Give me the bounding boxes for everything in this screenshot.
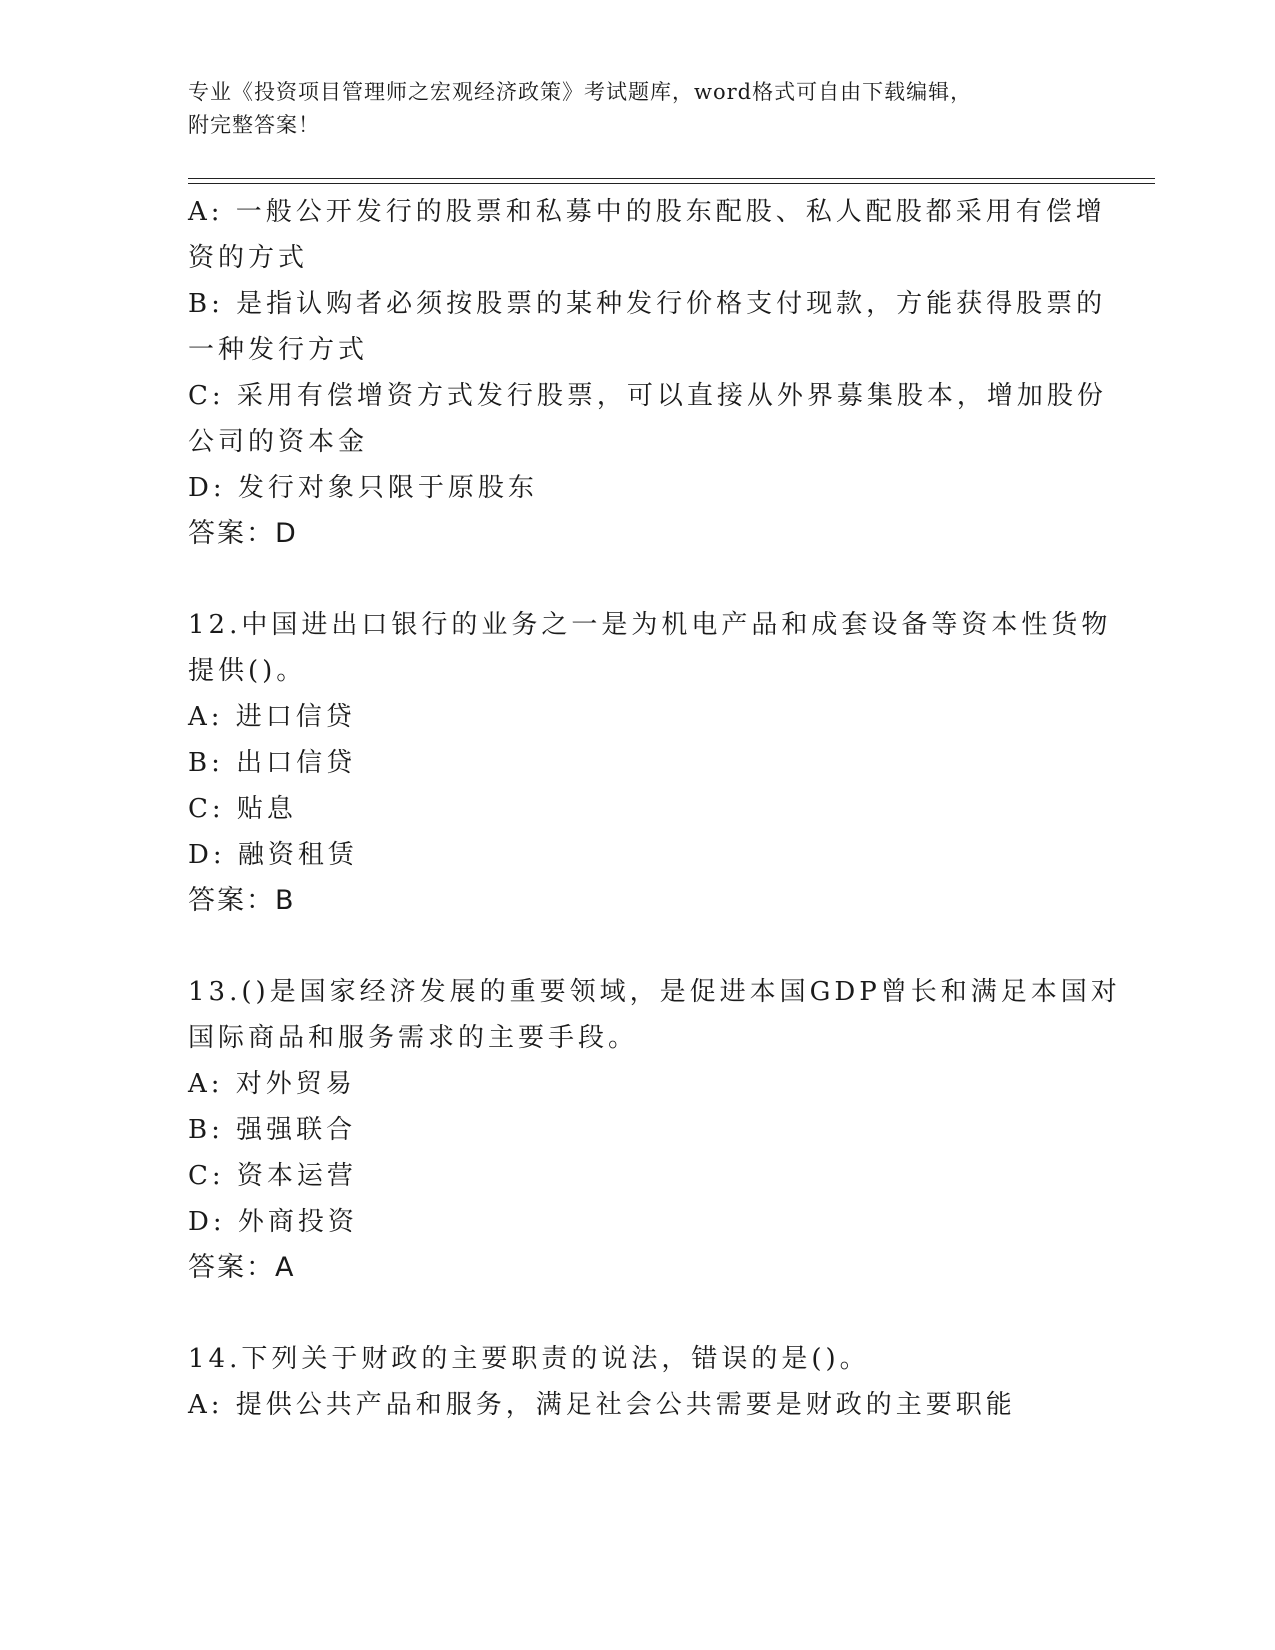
question-stem-line-2: 提供()。 (188, 656, 307, 686)
question-13 (188, 969, 1121, 1291)
option-b: B: 强强联合 (188, 1115, 357, 1145)
option-a: A: 对外贸易 (188, 1069, 356, 1099)
option-a: A: 提供公共产品和服务，满足社会公共需要是财政的主要职能 (188, 1390, 1016, 1420)
answer-label: 答案：A (188, 1252, 296, 1283)
option-a-line-1: A: 一般公开发行的股票和私募中的股东配股、私人配股都采用有偿增 (188, 197, 1106, 227)
document-header (188, 76, 1068, 142)
header-line-2: 附完整答案！ (188, 113, 320, 137)
option-d: D: 外商投资 (188, 1207, 358, 1237)
answer-label: 答案：D (188, 518, 298, 549)
option-b: B: 出口信贷 (188, 748, 357, 778)
spacer (188, 1291, 1088, 1336)
spacer (188, 924, 1088, 969)
question-stem-line-1: 12.中国进出口银行的业务之一是为机电产品和成套设备等资本性货物 (188, 610, 1112, 640)
option-c-line-2: 公司的资本金 (188, 427, 369, 457)
option-c-line-1: C: 采用有偿增资方式发行股票，可以直接从外界募集股本，增加股份 (188, 381, 1107, 411)
question-11 (188, 189, 1107, 557)
option-a-line-2: 资的方式 (188, 243, 309, 273)
header-divider-bottom (188, 183, 1155, 184)
spacer (188, 557, 1088, 602)
question-12 (188, 602, 1112, 924)
option-d: D: 融资租赁 (188, 840, 358, 870)
option-b-line-2: 一种发行方式 (188, 335, 369, 365)
question-stem-line-1: 14.下列关于财政的主要职责的说法，错误的是()。 (188, 1344, 870, 1374)
question-stem-line-2: 国际商品和服务需求的主要手段。 (188, 1023, 639, 1053)
option-a: A: 进口信贷 (188, 702, 356, 732)
option-c: C: 贴息 (188, 794, 297, 824)
option-c: C: 资本运营 (188, 1161, 357, 1191)
question-stem-line-1: 13.()是国家经济发展的重要领域，是促进本国GDP曾长和满足本国对 (188, 977, 1121, 1007)
option-d: D: 发行对象只限于原股东 (188, 473, 538, 503)
answer-label: 答案：B (188, 885, 296, 916)
question-list (188, 189, 1121, 1428)
header-divider-top (188, 178, 1155, 179)
option-b-line-1: B: 是指认购者必须按股票的某种发行价格支付现款，方能获得股票的 (188, 289, 1107, 319)
header-line-1: 专业《投资项目管理师之宏观经济政策》考试题库，word格式可自由下载编辑， (188, 80, 973, 104)
question-14 (188, 1336, 1088, 1428)
